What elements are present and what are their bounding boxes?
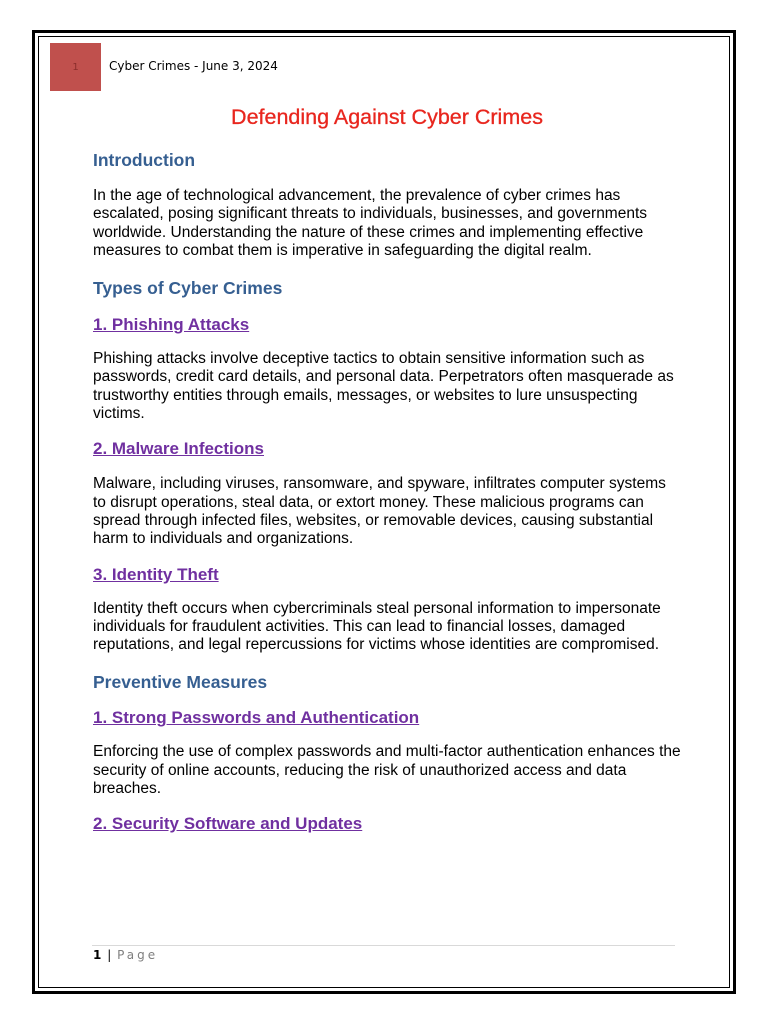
- malware-heading: 2. Malware Infections: [93, 439, 264, 459]
- identity-theft-paragraph: Identity theft occurs when cybercriminals steal personal information to impersonate individuals for fraudulent activities. This can lead to financial losses, damaged reputations, and legal repercussions for victims whose identities are compromised.: [93, 599, 661, 654]
- passwords-heading: 1. Strong Passwords and Authentication: [93, 708, 420, 728]
- phishing-heading: 1. Phishing Attacks: [93, 315, 250, 335]
- footer-page-number: 1: [93, 948, 102, 962]
- header-page-number: 1: [72, 61, 79, 73]
- introduction-heading: Introduction: [93, 150, 196, 170]
- header-page-number-box: [50, 43, 101, 91]
- introduction-paragraph: In the age of technological advancement, the prevalence of cyber crimes has escalated, posing significant threats to individuals, businesses, and governments worldwide. Understanding the nature of these crimes and implementing effective measures to combat them is imperative in safeguarding the digital realm.: [93, 187, 648, 259]
- phishing-paragraph: Phishing attacks involve deceptive tactics to obtain sensitive information such as passwords, credit card details, and personal data. Perpetrators often masquerade as trustworthy entities through emails, messages, or websites to lure unsuspecting victims.: [93, 350, 674, 423]
- malware-paragraph: Malware, including viruses, ransomware, and spyware, infiltrates computer systems to disrupt operations, steal data, or extort money. These malicious programs can spread through infected files, websites, or removable devices, causing substantial harm to individuals and organizations.: [93, 475, 666, 548]
- page-footer: [93, 948, 158, 962]
- preventive-measures-heading: Preventive Measures: [93, 672, 268, 693]
- document-body: [93, 148, 683, 835]
- footer-rule: [92, 945, 675, 946]
- footer-page-word: Page: [117, 948, 159, 962]
- header-title: Cyber Crimes - June 3, 2024: [109, 59, 278, 73]
- document-title: Defending Against Cyber Crimes: [231, 105, 543, 129]
- security-software-heading: 2. Security Software and Updates: [93, 814, 363, 834]
- types-heading: Types of Cyber Crimes: [93, 278, 283, 299]
- passwords-paragraph: Enforcing the use of complex passwords and multi-factor authentication enhances the security of online accounts, reducing the risk of unauthorized access and data breaches.: [93, 743, 681, 798]
- identity-theft-heading: 3. Identity Theft: [93, 564, 219, 584]
- footer-separator: |: [107, 948, 112, 962]
